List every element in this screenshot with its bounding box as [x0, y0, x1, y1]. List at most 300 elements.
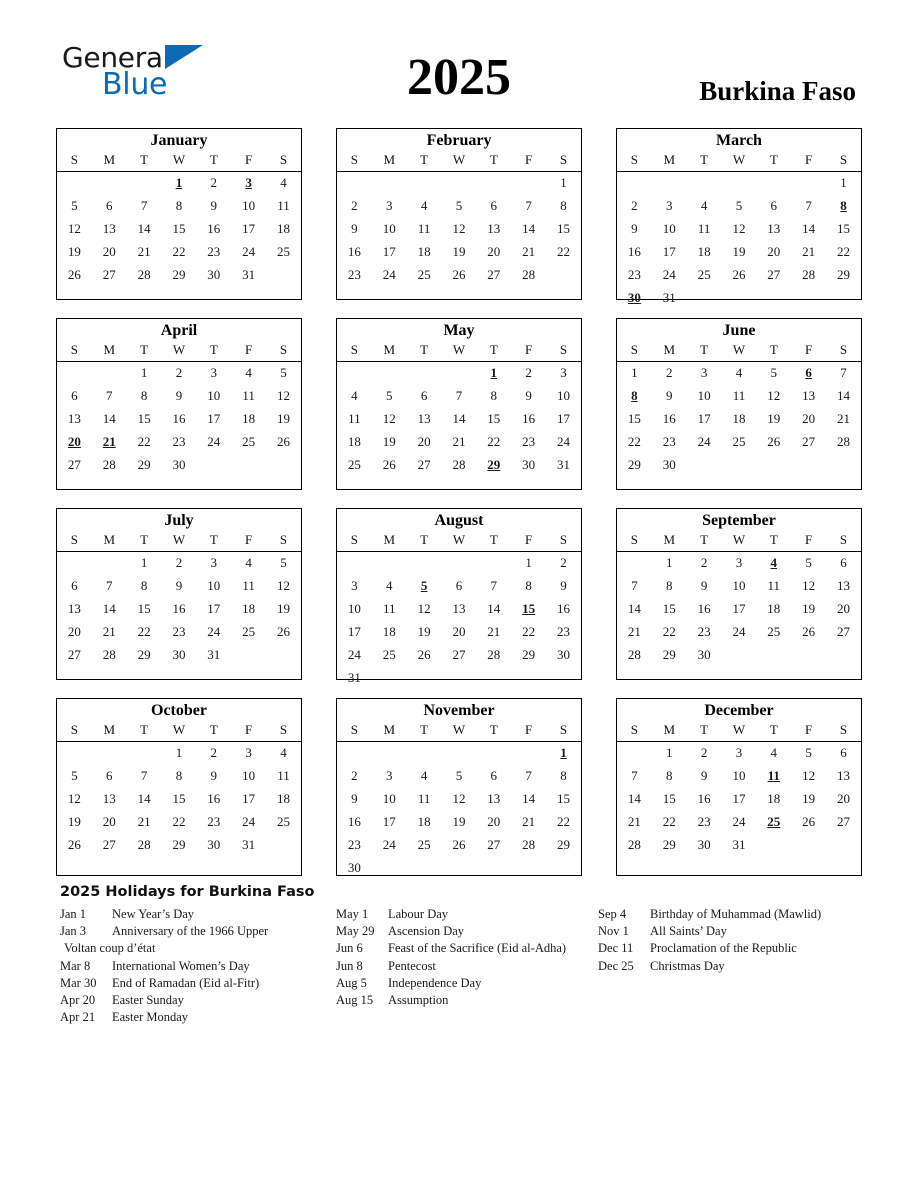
- day-cell[interactable]: 13: [802, 388, 816, 404]
- day-cell[interactable]: 9: [175, 388, 183, 404]
- day-cell[interactable]: 7: [490, 578, 498, 594]
- day-cell[interactable]: 18: [242, 601, 256, 617]
- day-cell[interactable]: 14: [487, 601, 501, 617]
- day-cell[interactable]: 6: [490, 198, 498, 214]
- day-cell[interactable]: 24: [697, 434, 711, 450]
- day-cell[interactable]: 20: [837, 601, 851, 617]
- day-cell[interactable]: 14: [102, 601, 116, 617]
- day-cell[interactable]: 6: [71, 388, 78, 404]
- day-cell[interactable]: 24: [732, 814, 746, 830]
- day-cell[interactable]: 14: [627, 791, 641, 807]
- day-cell[interactable]: 22: [487, 434, 501, 450]
- day-cell[interactable]: 31: [347, 670, 361, 686]
- day-cell[interactable]: 27: [102, 267, 116, 283]
- day-cell[interactable]: 10: [662, 221, 676, 237]
- day-cell[interactable]: 2: [560, 555, 567, 571]
- day-cell[interactable]: 6: [420, 388, 428, 404]
- day-cell[interactable]: 24: [662, 267, 676, 283]
- day-cell[interactable]: 14: [837, 388, 851, 404]
- day-cell[interactable]: 5: [455, 198, 463, 214]
- day-cell[interactable]: 25: [417, 837, 431, 853]
- day-cell-holiday[interactable]: 15: [522, 601, 536, 617]
- day-cell[interactable]: 24: [207, 434, 221, 450]
- day-cell-holiday[interactable]: 20: [67, 434, 81, 450]
- day-cell-holiday[interactable]: 21: [102, 434, 116, 450]
- day-cell[interactable]: 17: [382, 814, 396, 830]
- day-cell[interactable]: 24: [557, 434, 571, 450]
- day-cell[interactable]: 1: [840, 175, 847, 191]
- day-cell[interactable]: 21: [522, 244, 536, 260]
- day-cell[interactable]: 15: [662, 601, 676, 617]
- day-cell[interactable]: 19: [67, 814, 81, 830]
- day-cell[interactable]: 8: [490, 388, 498, 404]
- day-cell[interactable]: 20: [417, 434, 431, 450]
- day-cell[interactable]: 10: [697, 388, 711, 404]
- day-cell[interactable]: 6: [455, 578, 463, 594]
- day-cell[interactable]: 2: [175, 555, 183, 571]
- day-cell[interactable]: 12: [802, 578, 816, 594]
- day-cell[interactable]: 23: [522, 434, 536, 450]
- day-cell[interactable]: 17: [557, 411, 571, 427]
- day-cell[interactable]: 26: [67, 267, 81, 283]
- day-cell[interactable]: 1: [631, 365, 638, 381]
- day-cell[interactable]: 22: [172, 244, 186, 260]
- day-cell[interactable]: 7: [525, 198, 532, 214]
- day-cell[interactable]: 29: [137, 647, 151, 663]
- day-cell[interactable]: 3: [560, 365, 567, 381]
- day-cell[interactable]: 5: [280, 365, 287, 381]
- day-cell[interactable]: 9: [631, 221, 638, 237]
- day-cell[interactable]: 8: [560, 198, 567, 214]
- day-cell[interactable]: 27: [837, 814, 851, 830]
- day-cell[interactable]: 23: [697, 624, 711, 640]
- day-cell[interactable]: 28: [522, 837, 536, 853]
- day-cell[interactable]: 16: [627, 244, 641, 260]
- day-cell[interactable]: 23: [662, 434, 676, 450]
- day-cell[interactable]: 3: [210, 365, 218, 381]
- day-cell[interactable]: 15: [662, 791, 676, 807]
- day-cell-holiday[interactable]: 8: [840, 198, 847, 214]
- day-cell[interactable]: 5: [71, 198, 78, 214]
- day-cell[interactable]: 5: [735, 198, 743, 214]
- day-cell[interactable]: 18: [767, 601, 781, 617]
- day-cell[interactable]: 21: [802, 244, 816, 260]
- day-cell[interactable]: 20: [487, 244, 501, 260]
- day-cell[interactable]: 21: [522, 814, 536, 830]
- day-cell[interactable]: 12: [67, 221, 81, 237]
- day-cell[interactable]: 21: [487, 624, 501, 640]
- day-cell[interactable]: 30: [172, 647, 186, 663]
- day-cell[interactable]: 23: [697, 814, 711, 830]
- day-cell[interactable]: 5: [280, 555, 287, 571]
- day-cell[interactable]: 2: [631, 198, 638, 214]
- day-cell[interactable]: 23: [557, 624, 571, 640]
- day-cell[interactable]: 26: [277, 624, 291, 640]
- day-cell-holiday[interactable]: 6: [805, 365, 812, 381]
- day-cell[interactable]: 21: [837, 411, 851, 427]
- day-cell[interactable]: 1: [666, 745, 673, 761]
- day-cell[interactable]: 12: [417, 601, 431, 617]
- day-cell[interactable]: 11: [277, 198, 290, 214]
- day-cell[interactable]: 12: [67, 791, 81, 807]
- day-cell[interactable]: 9: [351, 221, 358, 237]
- day-cell[interactable]: 25: [277, 244, 291, 260]
- day-cell[interactable]: 7: [106, 578, 113, 594]
- day-cell[interactable]: 23: [207, 244, 221, 260]
- day-cell[interactable]: 14: [102, 411, 116, 427]
- day-cell[interactable]: 11: [348, 411, 361, 427]
- day-cell[interactable]: 31: [207, 647, 221, 663]
- day-cell[interactable]: 30: [557, 647, 571, 663]
- day-cell[interactable]: 10: [557, 388, 571, 404]
- day-cell[interactable]: 13: [837, 768, 851, 784]
- day-cell[interactable]: 29: [627, 457, 641, 473]
- day-cell[interactable]: 4: [386, 578, 393, 594]
- day-cell[interactable]: 11: [417, 221, 431, 237]
- day-cell[interactable]: 26: [802, 814, 816, 830]
- day-cell[interactable]: 27: [837, 624, 851, 640]
- day-cell[interactable]: 8: [175, 768, 183, 784]
- day-cell-holiday[interactable]: 29: [487, 457, 501, 473]
- day-cell[interactable]: 17: [662, 244, 676, 260]
- day-cell[interactable]: 27: [767, 267, 781, 283]
- day-cell[interactable]: 5: [455, 768, 463, 784]
- day-cell[interactable]: 29: [522, 647, 536, 663]
- day-cell[interactable]: 10: [732, 578, 746, 594]
- day-cell[interactable]: 2: [175, 365, 183, 381]
- day-cell[interactable]: 17: [207, 601, 221, 617]
- day-cell-holiday[interactable]: 1: [490, 365, 498, 381]
- day-cell[interactable]: 31: [557, 457, 571, 473]
- day-cell[interactable]: 25: [382, 647, 396, 663]
- day-cell[interactable]: 6: [770, 198, 778, 214]
- day-cell[interactable]: 2: [700, 745, 708, 761]
- day-cell[interactable]: 24: [732, 624, 746, 640]
- day-cell[interactable]: 12: [277, 578, 291, 594]
- day-cell[interactable]: 18: [767, 791, 781, 807]
- day-cell[interactable]: 26: [802, 624, 816, 640]
- day-cell[interactable]: 24: [382, 837, 396, 853]
- day-cell[interactable]: 29: [172, 267, 186, 283]
- day-cell[interactable]: 9: [175, 578, 183, 594]
- day-cell[interactable]: 10: [382, 791, 396, 807]
- day-cell[interactable]: 17: [242, 791, 256, 807]
- day-cell[interactable]: 25: [697, 267, 711, 283]
- day-cell[interactable]: 15: [172, 221, 186, 237]
- day-cell[interactable]: 19: [802, 791, 816, 807]
- day-cell[interactable]: 9: [525, 388, 532, 404]
- day-cell[interactable]: 23: [627, 267, 641, 283]
- day-cell[interactable]: 13: [102, 221, 116, 237]
- day-cell[interactable]: 19: [277, 601, 291, 617]
- day-cell[interactable]: 4: [420, 198, 428, 214]
- day-cell[interactable]: 4: [280, 175, 287, 191]
- day-cell-holiday[interactable]: 1: [560, 745, 567, 761]
- day-cell[interactable]: 10: [732, 768, 746, 784]
- day-cell[interactable]: 18: [697, 244, 711, 260]
- day-cell[interactable]: 2: [210, 175, 218, 191]
- day-cell[interactable]: 15: [137, 601, 151, 617]
- day-cell[interactable]: 30: [207, 837, 221, 853]
- day-cell[interactable]: 4: [735, 365, 743, 381]
- day-cell[interactable]: 26: [767, 434, 781, 450]
- day-cell[interactable]: 27: [417, 457, 431, 473]
- day-cell[interactable]: 2: [351, 198, 358, 214]
- day-cell[interactable]: 12: [382, 411, 396, 427]
- day-cell[interactable]: 21: [627, 814, 641, 830]
- day-cell[interactable]: 2: [351, 768, 358, 784]
- day-cell[interactable]: 28: [522, 267, 536, 283]
- day-cell[interactable]: 11: [697, 221, 711, 237]
- day-cell[interactable]: 8: [666, 578, 673, 594]
- day-cell-holiday[interactable]: 5: [420, 578, 428, 594]
- day-cell[interactable]: 6: [106, 768, 113, 784]
- day-cell[interactable]: 28: [102, 457, 116, 473]
- day-cell[interactable]: 22: [837, 244, 851, 260]
- day-cell[interactable]: 17: [382, 244, 396, 260]
- day-cell[interactable]: 7: [140, 768, 148, 784]
- day-cell[interactable]: 16: [172, 411, 186, 427]
- day-cell[interactable]: 26: [452, 837, 466, 853]
- day-cell[interactable]: 21: [627, 624, 641, 640]
- day-cell[interactable]: 9: [700, 768, 708, 784]
- day-cell[interactable]: 31: [732, 837, 746, 853]
- day-cell[interactable]: 30: [207, 267, 221, 283]
- day-cell[interactable]: 24: [242, 244, 256, 260]
- day-cell[interactable]: 17: [732, 601, 746, 617]
- day-cell[interactable]: 14: [802, 221, 816, 237]
- day-cell[interactable]: 10: [207, 388, 221, 404]
- day-cell[interactable]: 7: [525, 768, 532, 784]
- day-cell[interactable]: 12: [452, 791, 466, 807]
- day-cell-holiday[interactable]: 4: [770, 555, 778, 571]
- day-cell[interactable]: 27: [487, 837, 501, 853]
- day-cell[interactable]: 2: [700, 555, 708, 571]
- day-cell[interactable]: 3: [386, 768, 393, 784]
- day-cell[interactable]: 11: [383, 601, 396, 617]
- day-cell[interactable]: 5: [386, 388, 393, 404]
- day-cell[interactable]: 26: [277, 434, 291, 450]
- day-cell[interactable]: 16: [522, 411, 536, 427]
- day-cell[interactable]: 15: [557, 791, 571, 807]
- day-cell[interactable]: 13: [67, 411, 81, 427]
- day-cell[interactable]: 24: [347, 647, 361, 663]
- day-cell[interactable]: 11: [767, 578, 781, 594]
- day-cell[interactable]: 28: [627, 647, 641, 663]
- day-cell[interactable]: 19: [452, 244, 466, 260]
- day-cell[interactable]: 28: [452, 457, 466, 473]
- day-cell[interactable]: 2: [525, 365, 532, 381]
- day-cell[interactable]: 9: [210, 198, 218, 214]
- day-cell[interactable]: 14: [137, 221, 151, 237]
- day-cell[interactable]: 12: [452, 221, 466, 237]
- day-cell[interactable]: 22: [557, 244, 571, 260]
- day-cell[interactable]: 6: [106, 198, 113, 214]
- day-cell[interactable]: 7: [840, 365, 847, 381]
- day-cell[interactable]: 9: [560, 578, 567, 594]
- day-cell[interactable]: 3: [351, 578, 358, 594]
- day-cell[interactable]: 13: [767, 221, 781, 237]
- day-cell[interactable]: 19: [452, 814, 466, 830]
- day-cell[interactable]: 4: [351, 388, 358, 404]
- day-cell[interactable]: 30: [347, 860, 361, 876]
- day-cell[interactable]: 20: [767, 244, 781, 260]
- day-cell[interactable]: 28: [137, 837, 151, 853]
- day-cell[interactable]: 10: [207, 578, 221, 594]
- day-cell[interactable]: 25: [732, 434, 746, 450]
- day-cell[interactable]: 22: [627, 434, 641, 450]
- day-cell[interactable]: 9: [351, 791, 358, 807]
- day-cell[interactable]: 1: [525, 555, 532, 571]
- day-cell[interactable]: 26: [732, 267, 746, 283]
- day-cell[interactable]: 14: [627, 601, 641, 617]
- day-cell[interactable]: 16: [347, 244, 361, 260]
- day-cell[interactable]: 1: [140, 555, 148, 571]
- day-cell-holiday[interactable]: 30: [627, 290, 641, 306]
- day-cell[interactable]: 4: [420, 768, 428, 784]
- day-cell-holiday[interactable]: 25: [767, 814, 781, 830]
- day-cell[interactable]: 25: [277, 814, 291, 830]
- day-cell[interactable]: 19: [732, 244, 746, 260]
- day-cell[interactable]: 3: [245, 745, 252, 761]
- day-cell[interactable]: 21: [137, 244, 151, 260]
- day-cell[interactable]: 25: [417, 267, 431, 283]
- day-cell[interactable]: 29: [837, 267, 851, 283]
- day-cell[interactable]: 13: [487, 791, 501, 807]
- day-cell[interactable]: 3: [735, 745, 743, 761]
- day-cell[interactable]: 22: [557, 814, 571, 830]
- day-cell[interactable]: 17: [697, 411, 711, 427]
- day-cell[interactable]: 8: [140, 388, 148, 404]
- day-cell[interactable]: 13: [837, 578, 851, 594]
- day-cell[interactable]: 15: [172, 791, 186, 807]
- day-cell[interactable]: 18: [242, 411, 256, 427]
- day-cell[interactable]: 21: [452, 434, 466, 450]
- day-cell[interactable]: 24: [242, 814, 256, 830]
- day-cell[interactable]: 4: [245, 555, 252, 571]
- day-cell[interactable]: 3: [210, 555, 218, 571]
- day-cell[interactable]: 31: [662, 290, 676, 306]
- day-cell[interactable]: 19: [277, 411, 291, 427]
- day-cell-holiday[interactable]: 1: [175, 175, 183, 191]
- day-cell[interactable]: 6: [71, 578, 78, 594]
- day-cell[interactable]: 20: [67, 624, 81, 640]
- day-cell[interactable]: 4: [770, 745, 778, 761]
- day-cell[interactable]: 15: [837, 221, 851, 237]
- day-cell[interactable]: 10: [242, 768, 256, 784]
- day-cell[interactable]: 27: [487, 267, 501, 283]
- day-cell[interactable]: 22: [137, 434, 151, 450]
- day-cell[interactable]: 22: [172, 814, 186, 830]
- day-cell[interactable]: 26: [452, 267, 466, 283]
- day-cell[interactable]: 16: [172, 601, 186, 617]
- day-cell[interactable]: 16: [347, 814, 361, 830]
- day-cell[interactable]: 3: [666, 198, 673, 214]
- day-cell[interactable]: 3: [386, 198, 393, 214]
- day-cell[interactable]: 9: [210, 768, 218, 784]
- day-cell[interactable]: 28: [627, 837, 641, 853]
- day-cell[interactable]: 22: [662, 624, 676, 640]
- day-cell[interactable]: 15: [487, 411, 501, 427]
- day-cell[interactable]: 24: [207, 624, 221, 640]
- day-cell[interactable]: 7: [106, 388, 113, 404]
- day-cell[interactable]: 13: [452, 601, 466, 617]
- day-cell[interactable]: 26: [67, 837, 81, 853]
- day-cell[interactable]: 19: [767, 411, 781, 427]
- day-cell[interactable]: 13: [67, 601, 81, 617]
- day-cell[interactable]: 13: [102, 791, 116, 807]
- day-cell[interactable]: 23: [347, 267, 361, 283]
- day-cell[interactable]: 16: [557, 601, 571, 617]
- day-cell[interactable]: 17: [732, 791, 746, 807]
- day-cell[interactable]: 28: [137, 267, 151, 283]
- day-cell[interactable]: 13: [487, 221, 501, 237]
- day-cell[interactable]: 10: [347, 601, 361, 617]
- day-cell[interactable]: 11: [277, 768, 290, 784]
- day-cell[interactable]: 31: [242, 837, 256, 853]
- day-cell[interactable]: 8: [175, 198, 183, 214]
- day-cell[interactable]: 4: [700, 198, 708, 214]
- day-cell[interactable]: 1: [140, 365, 148, 381]
- day-cell[interactable]: 20: [102, 814, 116, 830]
- day-cell[interactable]: 12: [277, 388, 291, 404]
- day-cell[interactable]: 18: [732, 411, 746, 427]
- day-cell[interactable]: 17: [242, 221, 256, 237]
- day-cell[interactable]: 16: [207, 791, 221, 807]
- day-cell[interactable]: 27: [802, 434, 816, 450]
- day-cell[interactable]: 25: [347, 457, 361, 473]
- day-cell[interactable]: 22: [522, 624, 536, 640]
- day-cell[interactable]: 9: [666, 388, 673, 404]
- day-cell[interactable]: 7: [805, 198, 812, 214]
- day-cell[interactable]: 19: [382, 434, 396, 450]
- day-cell[interactable]: 2: [666, 365, 673, 381]
- day-cell[interactable]: 30: [172, 457, 186, 473]
- day-cell[interactable]: 30: [697, 837, 711, 853]
- day-cell[interactable]: 14: [452, 411, 466, 427]
- day-cell[interactable]: 6: [840, 745, 847, 761]
- day-cell[interactable]: 5: [805, 555, 812, 571]
- day-cell[interactable]: 10: [382, 221, 396, 237]
- day-cell[interactable]: 21: [102, 624, 116, 640]
- day-cell[interactable]: 11: [417, 791, 431, 807]
- day-cell[interactable]: 18: [417, 244, 431, 260]
- day-cell[interactable]: 29: [172, 837, 186, 853]
- day-cell[interactable]: 14: [522, 221, 536, 237]
- day-cell[interactable]: 23: [172, 434, 186, 450]
- day-cell[interactable]: 16: [697, 791, 711, 807]
- day-cell[interactable]: 6: [490, 768, 498, 784]
- day-cell[interactable]: 30: [662, 457, 676, 473]
- day-cell[interactable]: 28: [837, 434, 851, 450]
- day-cell[interactable]: 19: [802, 601, 816, 617]
- day-cell[interactable]: 5: [71, 768, 78, 784]
- day-cell-holiday[interactable]: 11: [767, 768, 780, 784]
- day-cell[interactable]: 1: [560, 175, 567, 191]
- day-cell[interactable]: 8: [140, 578, 148, 594]
- day-cell[interactable]: 19: [417, 624, 431, 640]
- day-cell[interactable]: 24: [382, 267, 396, 283]
- day-cell[interactable]: 31: [242, 267, 256, 283]
- day-cell[interactable]: 27: [67, 647, 81, 663]
- day-cell[interactable]: 28: [487, 647, 501, 663]
- day-cell[interactable]: 7: [140, 198, 148, 214]
- day-cell[interactable]: 25: [242, 624, 256, 640]
- day-cell[interactable]: 15: [627, 411, 641, 427]
- day-cell[interactable]: 4: [245, 365, 252, 381]
- day-cell[interactable]: 19: [67, 244, 81, 260]
- day-cell[interactable]: 29: [137, 457, 151, 473]
